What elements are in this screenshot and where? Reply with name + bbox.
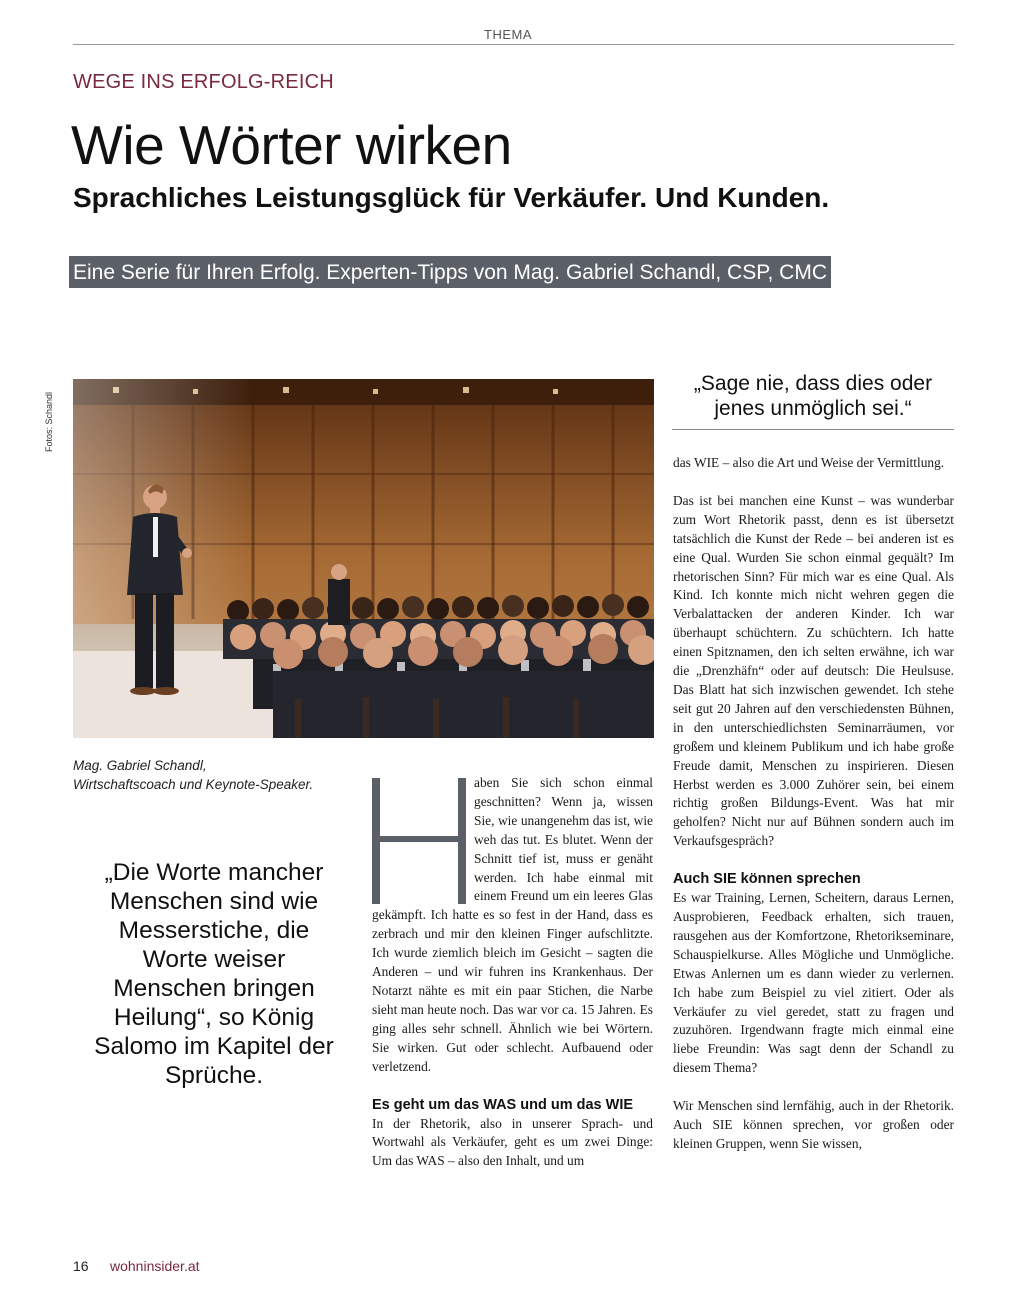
pull-quote-left: „Die Worte mancher Menschen sind wie Messerstiche, die Worte weiser Menschen bringen Heilung“, so König Salomo im Kapitel der Sprüche.	[94, 859, 334, 1089]
paragraph-intro: aben Sie sich schon einmal geschnitten? Wenn ja, wissen Sie, wie unangenehm das ist, wie weh das tut. Es blutet. Wenn der Schnitt tief ist, muss er genäht werden. Ich habe einmal mit einem Freund um ein leeres Glas gekämpft. Ich hatte es so fest in der Hand, dass es zerbrach und mir den kleinen Finger aufschlitzte. Ich wurde ziemlich bleich im Gesicht – sagten die Anderen – und wir fuhren ins Krankenhaus. Der Notarzt nähte es mit ein paar Stichen, die Narbe sieht man heute noch. Das war vor ca. 15 Jahren. Es ging alles sehr schnell. Ähnlich wie bei Wörtern. Sie wirken. Gut oder schlecht. Aufbauend oder verletzend.	[372, 775, 653, 1074]
paragraph-wie: das WIE – also die Art und Weise der Vermittlung.	[673, 455, 945, 470]
headline: Wie Wörter wirken	[71, 114, 512, 176]
drop-cap	[372, 778, 466, 904]
photo-credit: Fotos: Schandl	[44, 391, 54, 452]
section-heading-was-wie: Es geht um das WAS und um das WIE	[372, 1096, 634, 1113]
paragraph-training: Es war Training, Lernen, Scheitern, daraus Lernen, Ausprobieren, Feedback erhalten, sich trauen, rausgehen aus der Komfortzone, Rhetorikseminare, Schauspielkurse. Alles Mögliche und Unmögliche. Etwas Anlernen um es dann wieder zu verlernen. Ich habe zum Beispiel zu viel zitiert. Oder als Verkäufer zu viel geredet, statt zu fragen und zuzuhören. Irgendwann fragte mich einmal eine liebe Freundin: Was sagt denn der Schandl zu diesem Thema?	[673, 890, 954, 1076]
paragraph-lernfaehig: Wir Menschen sind lernfähig, auch in der Rhetorik. Auch SIE können sprechen, vor großen oder kleinen Gruppen, wenn Sie wissen,	[673, 1098, 954, 1151]
kicker: WEGE INS ERFOLG-REICH	[73, 71, 334, 93]
paragraph-rhetorik: In der Rhetorik, also in unserer Sprach- und Wortwahl als Verkäufer, geht es um zwei Dinge: Um das WAS – also den Inhalt, und um	[372, 1115, 653, 1169]
subheadline: Sprachliches Leistungsglück für Verkäufer. Und Kunden.	[73, 182, 830, 213]
site-link[interactable]: wohninsider.at	[110, 1258, 200, 1274]
pull-quote-rule	[672, 429, 954, 430]
article-column-right	[673, 454, 954, 1154]
section-label: THEMA	[484, 27, 532, 42]
conference-photo	[73, 379, 654, 738]
paragraph-kunst: Das ist bei manchen eine Kunst – was wunderbar zum Wort Rhetorik passt, denn es ist übersetzt tatsächlich die Kunst der Rede – bei anderen ist es eine Qual. Wurden Sie schon einmal gequält? Im rhetorischen Sinn? Für mich war es eine Qual. Als Kind. Ich konnte mich nicht wehren gegen die Verbalattacken der anderen Kinder. Ich war überhaupt schüchtern. Zu schüchtern. Ich hatte einen Spitznamen, den ich selten erwähne, ich war die „Drenzhäfn“ oder auf deutsch: Die Heulsuse. Das Blatt hat sich inzwischen gewendet. Ich stehe seit gut 20 Jahren auf den verschiedensten Bühnen, in den unterschiedlichsten Seminarräumen, vor großem und kleinem Publikum und ich habe große Freude damit, Menschen zu inspirieren. Diesen Herbst werden es 3.000 Zuhörer sein, bei einem richtig großen Bildungs-Event. Was hat mir geholfen? Nicht nur auf Bühnen sondern auch im Verkaufsgespräch?	[673, 492, 954, 849]
caption-line-2: Wirtschaftscoach und Keynote-Speaker.	[73, 777, 314, 792]
caption-line-1: Mag. Gabriel Schandl,	[73, 758, 207, 773]
series-bar: Eine Serie für Ihren Erfolg. Experten-Tipps von Mag. Gabriel Schandl, CSP, CMC	[69, 256, 831, 288]
pull-quote-right: „Sage nie, dass dies oder jenes unmöglich sei.“	[693, 372, 933, 420]
article-column-middle	[372, 774, 653, 1171]
section-heading-sprechen: Auch SIE können sprechen	[673, 871, 861, 888]
top-rule	[73, 44, 954, 45]
page-number: 16	[73, 1258, 89, 1274]
photo-caption	[73, 756, 363, 794]
